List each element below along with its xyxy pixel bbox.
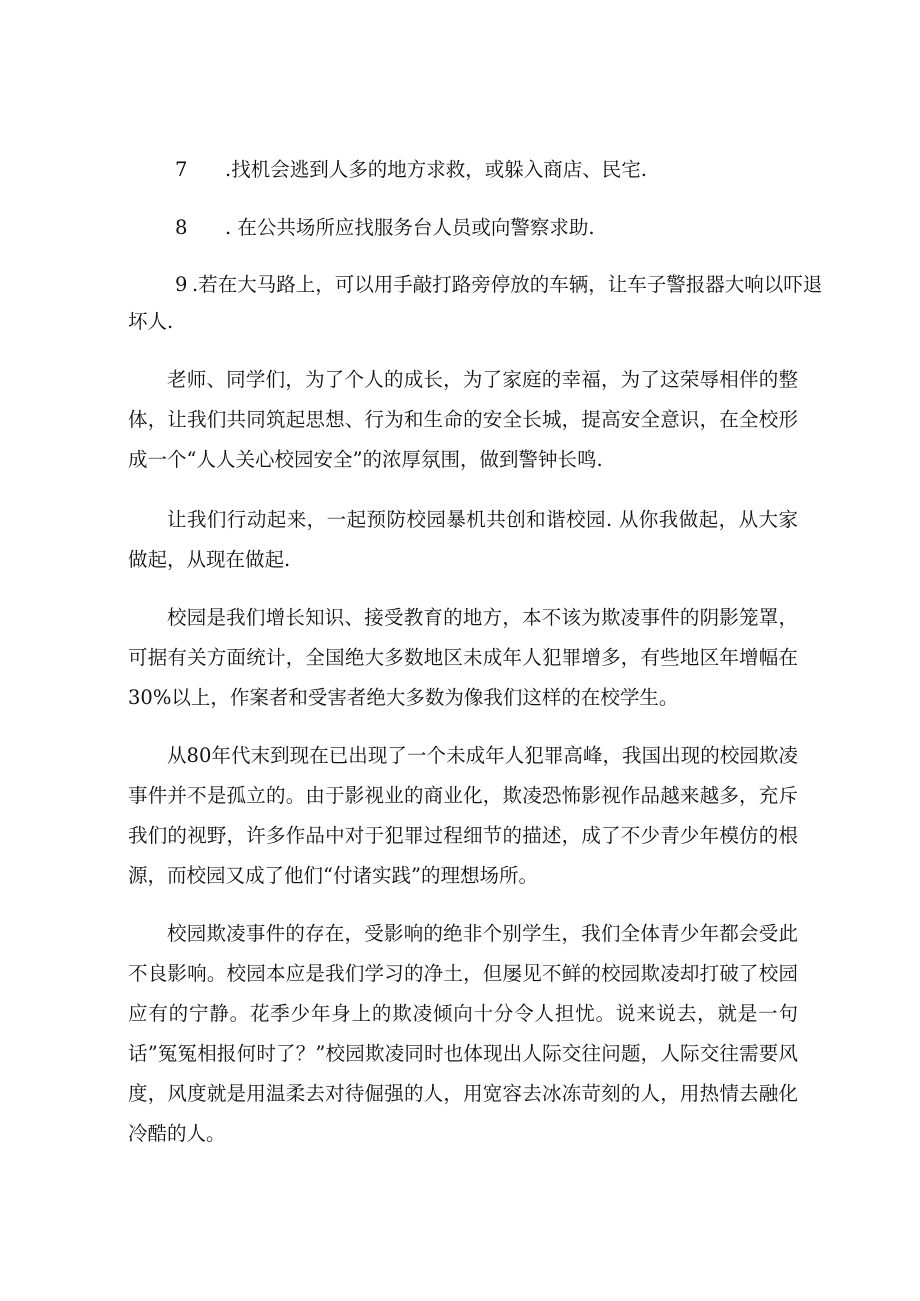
paragraph-safety-call: 老师、同学们，为了个人的成长，为了家庭的幸福，为了这荣辱相伴的整体，让我们共同筑起思想、行为和生命的安全长城，提高安全意识，在全校形成一个“人人关心校园安全”的浓厚氛围，做到警钟长鸣. xyxy=(128,368,798,471)
paragraph-campus-statistics: 校园是我们增长知识、接受教育的地方，本不该为欺凌事件的阴影笼罩，可据有关方面统计，全国绝大多数地区未成年人犯罪增多，有些地区年增幅在30%以上，作案者和受害者绝大多数为像我们这样的在校学生。 xyxy=(128,606,798,709)
paragraph-crime-origins: 从80年代末到现在已出现了一个未成年人犯罪高峰，我国出现的校园欺凌事件并不是孤立的。由于影视业的商业化，欺凌恐怖影视作品越来越多，充斥我们的视野，许多作品中对于犯罪过程细节的描述，成了不少青少年模仿的根源，而校园又成了他们“付诸实践”的理想场所。 xyxy=(128,744,798,887)
list-item-8 xyxy=(175,208,795,248)
paragraph-take-action: 让我们行动起来，一起预防校园暴机共创和谐校园. 从你我做起，从大家做起，从现在做起. xyxy=(128,508,798,571)
list-item-9 xyxy=(175,265,823,305)
list-text: .若在大马路上，可以用手敲打路旁停放的车辆，让车子警报器大响以吓退 xyxy=(192,273,823,296)
list-number: 8 xyxy=(175,216,188,239)
list-number: 9 xyxy=(175,273,188,296)
list-item-7 xyxy=(175,150,795,190)
list-item-9-continuation: 坏人. xyxy=(128,310,174,333)
paragraph-bullying-impact: 校园欺凌事件的存在，受影响的绝非个别学生，我们全体青少年都会受此不良影响。校园本应是我们学习的净土，但屡见不鲜的校园欺凌却打破了校园应有的宁静。花季少年身上的欺凌倾向十分令人担忧。说来说去，就是一句话”冤冤相报何时了？”校园欺凌同时也体现出人际交往问题，人际交往需要风度，风度就是用温柔去对待倔强的人，用宽容去冰冻苛刻的人，用热情去融化冷酷的人。 xyxy=(128,922,798,1145)
list-text: . 在公共场所应找服务台人员或向警察求助. xyxy=(225,216,595,239)
list-text: .找机会逃到人多的地方求救，或躲入商店、民宅. xyxy=(225,158,647,181)
list-number: 7 xyxy=(175,158,188,181)
